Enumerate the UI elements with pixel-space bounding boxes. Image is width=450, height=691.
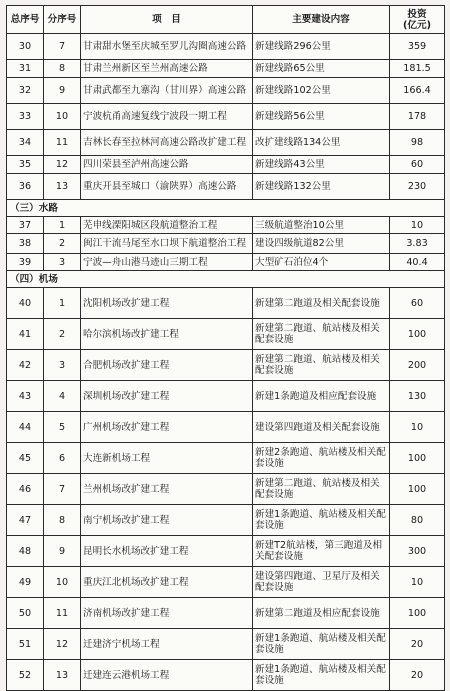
- header-content: 主要建设内容: [253, 6, 390, 34]
- project-name-cell: 沈阳机场改扩建工程: [81, 288, 253, 319]
- investment-cell: 200: [390, 350, 445, 381]
- header-investment: [390, 6, 445, 34]
- construction-content-cell: 新建线路56公里: [253, 104, 390, 130]
- header-investment-unit: (亿元): [403, 19, 431, 31]
- project-name-cell: 宁波杭甬高速复线宁波段一期工程: [81, 104, 253, 130]
- project-name-cell: 迁建连云港机场工程: [81, 660, 253, 691]
- construction-content-cell: 新建线路132公里: [253, 174, 390, 200]
- investment-cell: 10: [390, 567, 445, 598]
- sub-no-cell: 2: [44, 319, 81, 350]
- sub-no-cell: 8: [44, 60, 81, 78]
- sub-no-cell: 6: [44, 443, 81, 474]
- sub-no-cell: 11: [44, 598, 81, 629]
- construction-content-cell: 新建第二跑道、航站楼及相关配套设施: [253, 319, 390, 350]
- table-row: [7, 474, 445, 505]
- investment-cell: 359: [390, 34, 445, 60]
- project-name-cell: 甘肃兰州新区至兰州高速公路: [81, 60, 253, 78]
- construction-content-cell: 新建第二跑道、航站楼及相关配套设施: [253, 474, 390, 505]
- sub-no-cell: 12: [44, 629, 81, 660]
- project-name-cell: 大连新机场工程: [81, 443, 253, 474]
- project-name-cell: 芜申线溧阳城区段航道整治工程: [81, 217, 253, 234]
- table-row: [7, 60, 445, 78]
- sub-no-cell: 4: [44, 381, 81, 412]
- table-row: [7, 660, 445, 691]
- total-no-cell: 39: [7, 254, 44, 271]
- table-row: [7, 629, 445, 660]
- table-row: [7, 443, 445, 474]
- header-sub-no: 分序号: [44, 6, 81, 34]
- investment-cell: 178: [390, 104, 445, 130]
- investment-cell: 10: [390, 412, 445, 443]
- table-row: [7, 412, 445, 443]
- investment-cell: 166.4: [390, 78, 445, 104]
- construction-content-cell: 新建1条跑道、航站楼及相关配套设施: [253, 660, 390, 691]
- project-name-cell: 甘肃甜水堡至庆城至罗儿沟圈高速公路: [81, 34, 253, 60]
- table-row: [7, 381, 445, 412]
- project-name-cell: 迁建济宁机场工程: [81, 629, 253, 660]
- sub-no-cell: 3: [44, 350, 81, 381]
- table-row: [7, 130, 445, 156]
- project-name-cell: 吉林长春至拉林河高速公路改扩建工程: [81, 130, 253, 156]
- header-investment-label: 投资: [407, 8, 427, 20]
- table-row: [7, 156, 445, 174]
- sub-no-cell: 13: [44, 660, 81, 691]
- project-name-cell: 合肥机场改扩建工程: [81, 350, 253, 381]
- investment-cell: 300: [390, 536, 445, 567]
- header-row: [7, 6, 445, 34]
- investment-cell: 60: [390, 156, 445, 174]
- project-name-cell: 闽江干流马尾至水口坝下航道整治工程: [81, 234, 253, 254]
- table-row: [7, 217, 445, 234]
- total-no-cell: 43: [7, 381, 44, 412]
- total-no-cell: 36: [7, 174, 44, 200]
- investment-cell: 40.4: [390, 254, 445, 271]
- investment-cell: 80: [390, 505, 445, 536]
- project-name-cell: 深圳机场改扩建工程: [81, 381, 253, 412]
- table-row: [7, 254, 445, 271]
- construction-content-cell: 大型矿石泊位4个: [253, 254, 390, 271]
- project-name-cell: 甘肃武都至九寨沟（甘川界）高速公路: [81, 78, 253, 104]
- total-no-cell: 52: [7, 660, 44, 691]
- investment-cell: 60: [390, 288, 445, 319]
- sub-no-cell: 8: [44, 505, 81, 536]
- table-row: [7, 319, 445, 350]
- total-no-cell: 41: [7, 319, 44, 350]
- header-item: 项 目: [81, 6, 253, 34]
- section-title-airport: （四）机场: [7, 271, 445, 288]
- construction-content-cell: 新建1条跑道、航站楼及相关配套设施: [253, 629, 390, 660]
- sub-no-cell: 10: [44, 104, 81, 130]
- total-no-cell: 49: [7, 567, 44, 598]
- sub-no-cell: 2: [44, 234, 81, 254]
- table-row: [7, 234, 445, 254]
- investment-cell: 100: [390, 598, 445, 629]
- construction-content-cell: 新建T2航站楼，第三跑道及相关配套设施: [253, 536, 390, 567]
- project-name-cell: 重庆江北机场改扩建工程: [81, 567, 253, 598]
- total-no-cell: 45: [7, 443, 44, 474]
- sub-no-cell: 7: [44, 474, 81, 505]
- project-name-cell: 四川荣县至泸州高速公路: [81, 156, 253, 174]
- investment-cell: 100: [390, 443, 445, 474]
- sub-no-cell: 10: [44, 567, 81, 598]
- project-table-sheet: [6, 5, 444, 691]
- total-no-cell: 35: [7, 156, 44, 174]
- table-row: [7, 350, 445, 381]
- total-no-cell: 44: [7, 412, 44, 443]
- investment-cell: 100: [390, 319, 445, 350]
- construction-content-cell: 新建线路65公里: [253, 60, 390, 78]
- project-name-cell: 宁波—舟山港马迹山三期工程: [81, 254, 253, 271]
- sub-no-cell: 11: [44, 130, 81, 156]
- project-name-cell: 兰州机场改扩建工程: [81, 474, 253, 505]
- construction-content-cell: 三级航道整治10公里: [253, 217, 390, 234]
- sub-no-cell: 1: [44, 217, 81, 234]
- investment-cell: 10: [390, 217, 445, 234]
- table-row: [7, 536, 445, 567]
- table-row: [7, 78, 445, 104]
- investment-cell: 130: [390, 381, 445, 412]
- project-name-cell: 昆明长水机场改扩建工程: [81, 536, 253, 567]
- project-table: [6, 5, 445, 691]
- total-no-cell: 33: [7, 104, 44, 130]
- total-no-cell: 51: [7, 629, 44, 660]
- table-row: [7, 505, 445, 536]
- project-name-cell: 广州机场改扩建工程: [81, 412, 253, 443]
- investment-cell: 181.5: [390, 60, 445, 78]
- total-no-cell: 47: [7, 505, 44, 536]
- sub-no-cell: 13: [44, 174, 81, 200]
- sub-no-cell: 5: [44, 412, 81, 443]
- investment-cell: 3.83: [390, 234, 445, 254]
- table-row: [7, 567, 445, 598]
- project-name-cell: 南宁机场改扩建工程: [81, 505, 253, 536]
- construction-content-cell: 建设四级航道82公里: [253, 234, 390, 254]
- total-no-cell: 38: [7, 234, 44, 254]
- total-no-cell: 30: [7, 34, 44, 60]
- construction-content-cell: 新建第二跑道及相应配套设施: [253, 598, 390, 629]
- construction-content-cell: 新建线路296公里: [253, 34, 390, 60]
- sub-no-cell: 1: [44, 288, 81, 319]
- construction-content-cell: 新建1条跑道、航站楼及相关配套设施: [253, 505, 390, 536]
- sub-no-cell: 12: [44, 156, 81, 174]
- total-no-cell: 48: [7, 536, 44, 567]
- investment-cell: 20: [390, 660, 445, 691]
- construction-content-cell: 新建第二跑道及相关配套设施: [253, 288, 390, 319]
- construction-content-cell: 改扩建线路134公里: [253, 130, 390, 156]
- table-row: [7, 288, 445, 319]
- table-row: [7, 598, 445, 629]
- project-name-cell: 哈尔滨机场改扩建工程: [81, 319, 253, 350]
- sub-no-cell: 9: [44, 536, 81, 567]
- total-no-cell: 34: [7, 130, 44, 156]
- total-no-cell: 37: [7, 217, 44, 234]
- investment-cell: 98: [390, 130, 445, 156]
- project-name-cell: 济南机场改扩建工程: [81, 598, 253, 629]
- total-no-cell: 32: [7, 78, 44, 104]
- table-row: [7, 104, 445, 130]
- total-no-cell: 50: [7, 598, 44, 629]
- header-total-no: 总序号: [7, 6, 44, 34]
- table-row: [7, 174, 445, 200]
- section-row-water: [7, 200, 445, 217]
- investment-cell: 20: [390, 629, 445, 660]
- sub-no-cell: 3: [44, 254, 81, 271]
- total-no-cell: 42: [7, 350, 44, 381]
- construction-content-cell: 新建1条跑道及相应配套设施: [253, 381, 390, 412]
- project-name-cell: 重庆开县至城口（渝陕界）高速公路: [81, 174, 253, 200]
- construction-content-cell: 新建线路43公里: [253, 156, 390, 174]
- sub-no-cell: 9: [44, 78, 81, 104]
- construction-content-cell: 新建线路102公里: [253, 78, 390, 104]
- section-title-water: （三）水路: [7, 200, 445, 217]
- total-no-cell: 31: [7, 60, 44, 78]
- investment-cell: 230: [390, 174, 445, 200]
- construction-content-cell: 建设第四跑道、卫星厅及相关配套设施: [253, 567, 390, 598]
- section-row-airport: [7, 271, 445, 288]
- construction-content-cell: 建设第四跑道及相关配套设施: [253, 412, 390, 443]
- total-no-cell: 40: [7, 288, 44, 319]
- table-row: [7, 34, 445, 60]
- investment-cell: 100: [390, 474, 445, 505]
- total-no-cell: 46: [7, 474, 44, 505]
- construction-content-cell: 新建2条跑道、航站楼及相关配套设施: [253, 443, 390, 474]
- construction-content-cell: 新建第二跑道、航站楼及相关配套设施: [253, 350, 390, 381]
- sub-no-cell: 7: [44, 34, 81, 60]
